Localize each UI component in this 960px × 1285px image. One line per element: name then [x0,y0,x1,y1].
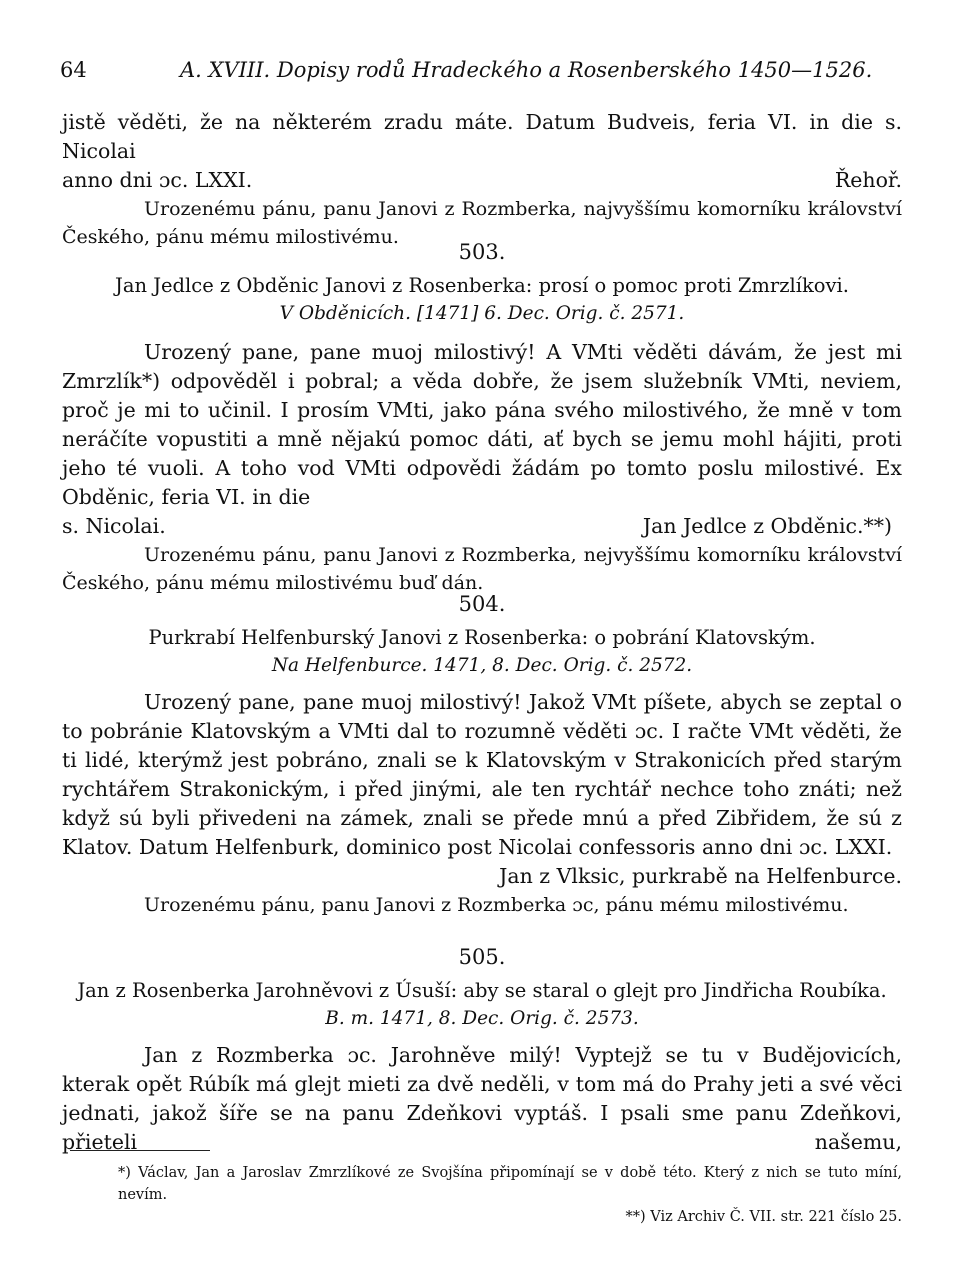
continuation-closing [62,166,902,195]
running-title: A. XVIII. Dopisy rodů Hradeckého a Rosenberského 1450—1526. [180,58,873,82]
continuation-text: jistě věděti, že na některém zradu máte. Datum Budveis, feria VI. in die s. Nicolai [62,110,902,163]
letter-address: Urozenému pánu, panu Janovi z Rozmberka ɔc, pánu mému milostivému. [144,894,849,916]
letter-505 [62,945,902,1157]
letter-text: Jan z Rozmberka ɔc. Jarohněve milý! Vyptejž se tu v Budějovicích, kterak opět Rúbík má glejt mieti za dvě neděli, v tom má do Prahy jeti a své věci jednati, jakož šíře se na panu Zdeňkovi vyptáš. I psali sme panu Zdeňkovi, přieteli našemu, [62,1043,902,1154]
letter-closing-dating: s. Nicolai. [62,514,166,538]
letter-text: Urozený pane, pane muoj milostivý! A VMti věděti dávám, že jest mi Zmrzlík*) odpověděl i pobral; a věda dobře, že jsem služebník VMti, neviem, proč je mi to učinil. I prosím VMti, jako pána svého milostivého, že mně v tom neráčíte vopustiti a mně nějakú pomoc dáti, ať bych se jemu mohl hájiti, proti jeho té vuoli. A toho vod VMti odpovědi žádám po tomto poslu milostivé. Ex Obděnic, feria VI. in die [62,340,902,509]
letter-signature: Jan z Vlksic, purkrabě na Helfenburce. [499,864,902,888]
letter-address: Urozenému pánu, panu Janovi z Rozmberka, nejvyššímu komorníku království Českého, pánu mému milostivému buď dán. [62,544,902,594]
footnote-2: **) Viz Archiv Č. VII. str. 221 číslo 25. [625,1209,902,1225]
letter-504 [62,592,902,919]
letter-dating: V Obděnicích. [1471] 6. Dec. Orig. č. 2571. [279,303,685,324]
continuation-address: Urozenému pánu, panu Janovi z Rozmberka, najvyššímu komorníku království Českého, pánu mému milostivému. [62,198,902,248]
continuation-signature: Řehoř. [834,168,902,192]
letter-dating: B. m. 1471, 8. Dec. Orig. č. 2573. [325,1008,639,1029]
page-number: 64 [60,58,87,82]
letter-503 [62,240,902,597]
letter-number: 504. [458,592,506,616]
letter-signature: Jan Jedlce z Obděnic.**) [642,514,892,538]
footnotes [118,1162,902,1228]
footnote-1: *) Václav, Jan a Jaroslav Zmrzlíkové ze Svojšína připomínají se v době této. Který z nich se tuto míní, nevím. [118,1165,902,1203]
continuation-dating: anno dni ɔc. LXXI. [62,168,253,192]
letter-number: 503. [458,240,506,264]
letter-number: 505. [458,945,506,969]
letter-text: Urozený pane, pane muoj milostivý! Jakož VMt píšete, abych se zeptal o to pobránie Klatovským a VMti dal to rozumně věděti ɔc. I račte VMt věděti, že ti lidé, kterýmž jest pobráno, znali se k Klatovským v Strakonicích před starým rychtářem Strakonickým, i před jinými, ale ten rychtář nechce toho znáti; než když sú byli přivedeni na zámek, znali se přede mnú a před Zibřidem, že sú z Klatov. Datum Helfenburk, dominico post Nicolai confessoris anno dni ɔc. LXXI. [62,690,902,859]
letter-closing [62,512,902,541]
letter-body [62,338,902,597]
letter-body [62,1041,902,1157]
continuation-block [62,108,902,251]
letter-regest: Jan z Rosenberka Jarohněvovi z Úsuší: aby se staral o glejt pro Jindřicha Roubíka. [77,979,887,1002]
letter-dating: Na Helfenburce. 1471, 8. Dec. Orig. č. 2572. [271,655,693,676]
letter-body [62,688,902,919]
footnote-divider [70,1150,210,1151]
page-header [60,58,902,88]
letter-regest: Jan Jedlce z Obděnic Janovi z Rosenberka: prosí o pomoc proti Zmrzlíkovi. [115,274,849,297]
letter-regest: Purkrabí Helfenburský Janovi z Rosenberka: o pobrání Klatovským. [148,626,816,649]
